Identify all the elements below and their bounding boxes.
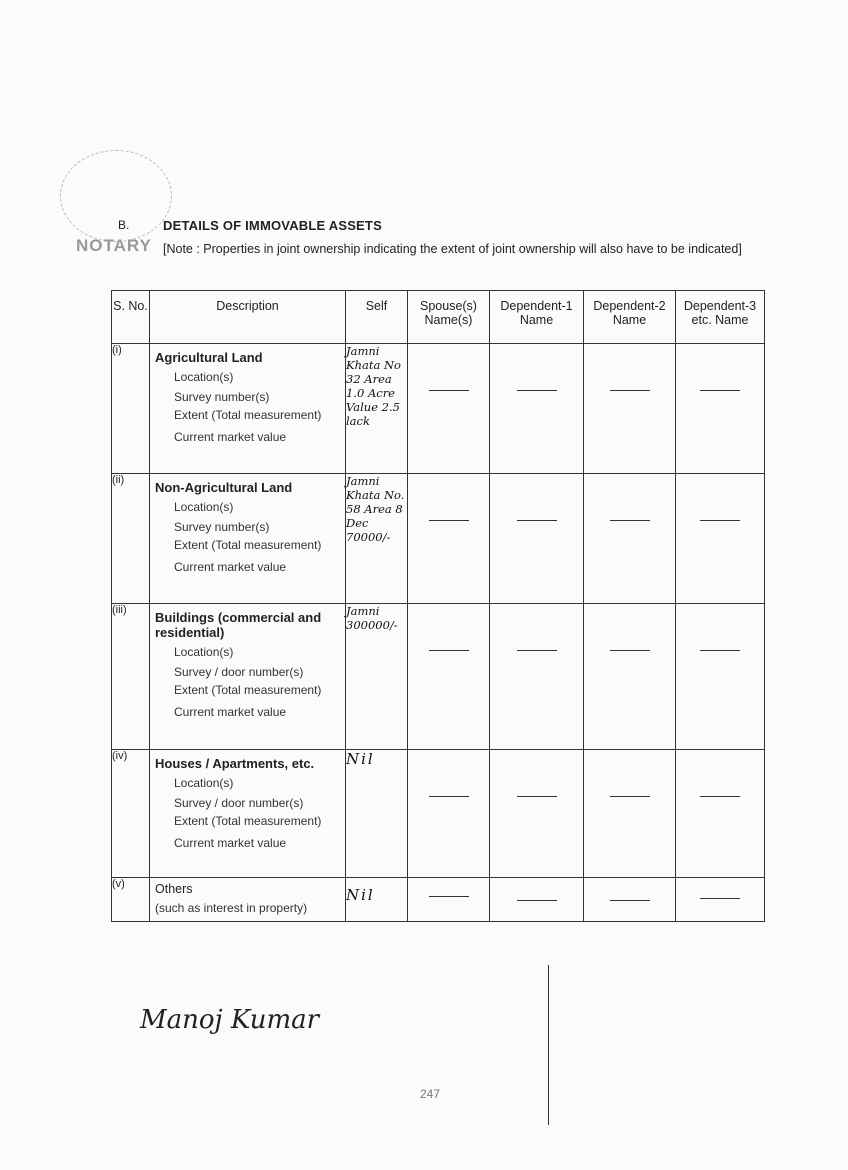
table-row (112, 878, 765, 922)
section-title: DETAILS OF IMMOVABLE ASSETS (163, 218, 382, 233)
notary-stamp-text: NOTARY (76, 236, 152, 255)
immovable-assets-table (111, 290, 765, 922)
header-dependent-1: Dependent-1 Name (490, 291, 584, 344)
header-dependent-3: Dependent-3 etc. Name (676, 291, 765, 344)
dependent-2-cell (584, 878, 676, 922)
spouse-cell (408, 474, 490, 604)
table-row (112, 604, 765, 750)
self-value: Jamni Khata No. 58 Area 8 Dec 70000/- (346, 474, 408, 604)
list-item: Extent (Total measurement) (174, 408, 322, 422)
table-row (112, 750, 765, 878)
dependent-3-cell (676, 878, 765, 922)
row-description (150, 604, 346, 750)
list-item: Current market value (174, 430, 287, 444)
blank-dash (700, 650, 740, 651)
blank-dash (429, 390, 469, 391)
row-sno: (v) (112, 878, 150, 922)
dependent-3-cell (676, 474, 765, 604)
vertical-pen-line (548, 965, 549, 1125)
list-item: Current market value (174, 705, 287, 719)
row-sno: (i) (112, 344, 150, 474)
blank-dash (517, 520, 557, 521)
blank-dash (610, 796, 650, 797)
list-item: Location(s) (174, 370, 234, 384)
list-item: Current market value (174, 836, 287, 850)
self-value: Nil (346, 878, 408, 922)
row-title: Non-Agricultural Land (155, 480, 293, 495)
dependent-1-cell (490, 474, 584, 604)
blank-dash (429, 896, 469, 897)
blank-dash (700, 390, 740, 391)
blank-dash (700, 796, 740, 797)
list-item: Survey number(s) (174, 390, 270, 404)
row-sno: (iii) (112, 604, 150, 750)
dependent-1-cell (490, 878, 584, 922)
blank-dash (517, 650, 557, 651)
blank-dash (610, 900, 650, 901)
row-sno: (iv) (112, 750, 150, 878)
dependent-2-cell (584, 344, 676, 474)
signature: Manoj Kumar (140, 1005, 320, 1035)
dependent-1-cell (490, 604, 584, 750)
dependent-3-cell (676, 344, 765, 474)
blank-dash (610, 520, 650, 521)
header-dependent-2: Dependent-2 Name (584, 291, 676, 344)
list-item: Survey number(s) (174, 520, 270, 534)
notary-stamp (60, 150, 172, 242)
spouse-cell (408, 878, 490, 922)
list-item: Extent (Total measurement) (174, 683, 322, 697)
row-description (150, 750, 346, 878)
list-item: Survey / door number(s) (174, 665, 304, 679)
dependent-2-cell (584, 604, 676, 750)
row-description (150, 344, 346, 474)
list-item: Current market value (174, 560, 287, 574)
list-item: Location(s) (174, 645, 234, 659)
self-value: Jamni 300000/- (346, 604, 408, 750)
blank-dash (517, 900, 557, 901)
spouse-cell (408, 604, 490, 750)
self-value: Jamni Khata No 32 Area 1.0 Acre Value 2.5 lack (346, 344, 408, 474)
row-title: Others (155, 882, 193, 896)
list-item: Extent (Total measurement) (174, 538, 322, 552)
list-item: Survey / door number(s) (174, 796, 304, 810)
page-number: 247 (420, 1087, 441, 1101)
blank-dash (700, 520, 740, 521)
header-self: Self (346, 291, 408, 344)
row-title: Buildings (commercial and residential) (155, 610, 322, 640)
self-value: Nil (346, 750, 408, 878)
section-letter: B. (118, 218, 130, 232)
blank-dash (429, 520, 469, 521)
list-item: Location(s) (174, 776, 234, 790)
blank-dash (517, 796, 557, 797)
section-note: [Note : Properties in joint ownership indicating the extent of joint ownership will also have to be indicated] (163, 242, 742, 256)
blank-dash (610, 390, 650, 391)
dependent-2-cell (584, 474, 676, 604)
table-header-row (112, 291, 765, 344)
blank-dash (517, 390, 557, 391)
header-spouse: Spouse(s) Name(s) (408, 291, 490, 344)
blank-dash (429, 796, 469, 797)
table-row (112, 474, 765, 604)
spouse-cell (408, 344, 490, 474)
list-item: Extent (Total measurement) (174, 814, 322, 828)
list-item: (such as interest in property) (155, 901, 308, 915)
row-description (150, 474, 346, 604)
row-description (150, 878, 346, 922)
row-title: Houses / Apartments, etc. (155, 756, 315, 771)
blank-dash (610, 650, 650, 651)
dependent-1-cell (490, 750, 584, 878)
row-sno: (ii) (112, 474, 150, 604)
list-item: Location(s) (174, 500, 234, 514)
blank-dash (429, 650, 469, 651)
dependent-3-cell (676, 750, 765, 878)
spouse-cell (408, 750, 490, 878)
blank-dash (700, 898, 740, 899)
dependent-2-cell (584, 750, 676, 878)
header-description: Description (150, 291, 346, 344)
dependent-3-cell (676, 604, 765, 750)
row-title: Agricultural Land (155, 350, 263, 365)
table-row (112, 344, 765, 474)
dependent-1-cell (490, 344, 584, 474)
header-sno: S. No. (112, 291, 150, 344)
